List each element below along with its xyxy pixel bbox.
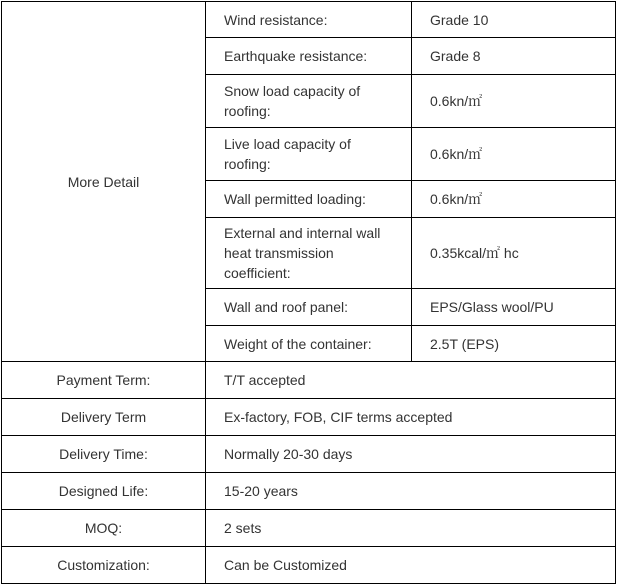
- spec-label-heat-transmission: External and internal wall heat transmission coefficient:: [206, 218, 412, 289]
- table-row: [2, 362, 616, 399]
- spec-label-wind-resistance: Wind resistance:: [206, 2, 412, 38]
- spec-value-snow-load: 0.6kn/㎡: [412, 75, 616, 128]
- term-value-moq: 2 sets: [206, 510, 616, 547]
- term-label-delivery-term: Delivery Term: [2, 399, 206, 436]
- term-label-delivery-time: Delivery Time:: [2, 436, 206, 473]
- spec-value-wind-resistance: Grade 10: [412, 2, 616, 38]
- table-row: [2, 473, 616, 510]
- spec-value-heat-transmission: 0.35kcal/㎡ hc: [412, 218, 616, 289]
- spec-label-earthquake-resistance: Earthquake resistance:: [206, 38, 412, 75]
- spec-value-live-load: 0.6kn/㎡: [412, 128, 616, 181]
- term-label-moq: MOQ:: [2, 510, 206, 547]
- term-label-payment: Payment Term:: [2, 362, 206, 399]
- spec-label-snow-load: Snow load capacity of roofing:: [206, 75, 412, 128]
- table-row: [2, 436, 616, 473]
- term-value-designed-life: 15-20 years: [206, 473, 616, 510]
- spec-value-wall-loading: 0.6kn/㎡: [412, 181, 616, 218]
- spec-label-wall-roof-panel: Wall and roof panel:: [206, 289, 412, 326]
- spec-table: [1, 1, 616, 584]
- spec-label-container-weight: Weight of the container:: [206, 326, 412, 362]
- table-row: [2, 510, 616, 547]
- term-value-delivery-time: Normally 20-30 days: [206, 436, 616, 473]
- table-row: [2, 547, 616, 584]
- table-row: [2, 399, 616, 436]
- spec-value-wall-roof-panel: EPS/Glass wool/PU: [412, 289, 616, 326]
- term-label-designed-life: Designed Life:: [2, 473, 206, 510]
- more-detail-label: More Detail: [2, 2, 206, 362]
- term-value-delivery-term: Ex-factory, FOB, CIF terms accepted: [206, 399, 616, 436]
- table-row: [2, 2, 616, 38]
- spec-label-wall-loading: Wall permitted loading:: [206, 181, 412, 218]
- term-value-payment: T/T accepted: [206, 362, 616, 399]
- spec-value-earthquake-resistance: Grade 8: [412, 38, 616, 75]
- spec-label-live-load: Live load capacity of roofing:: [206, 128, 412, 181]
- term-value-customization: Can be Customized: [206, 547, 616, 584]
- term-label-customization: Customization:: [2, 547, 206, 584]
- spec-value-container-weight: 2.5T (EPS): [412, 326, 616, 362]
